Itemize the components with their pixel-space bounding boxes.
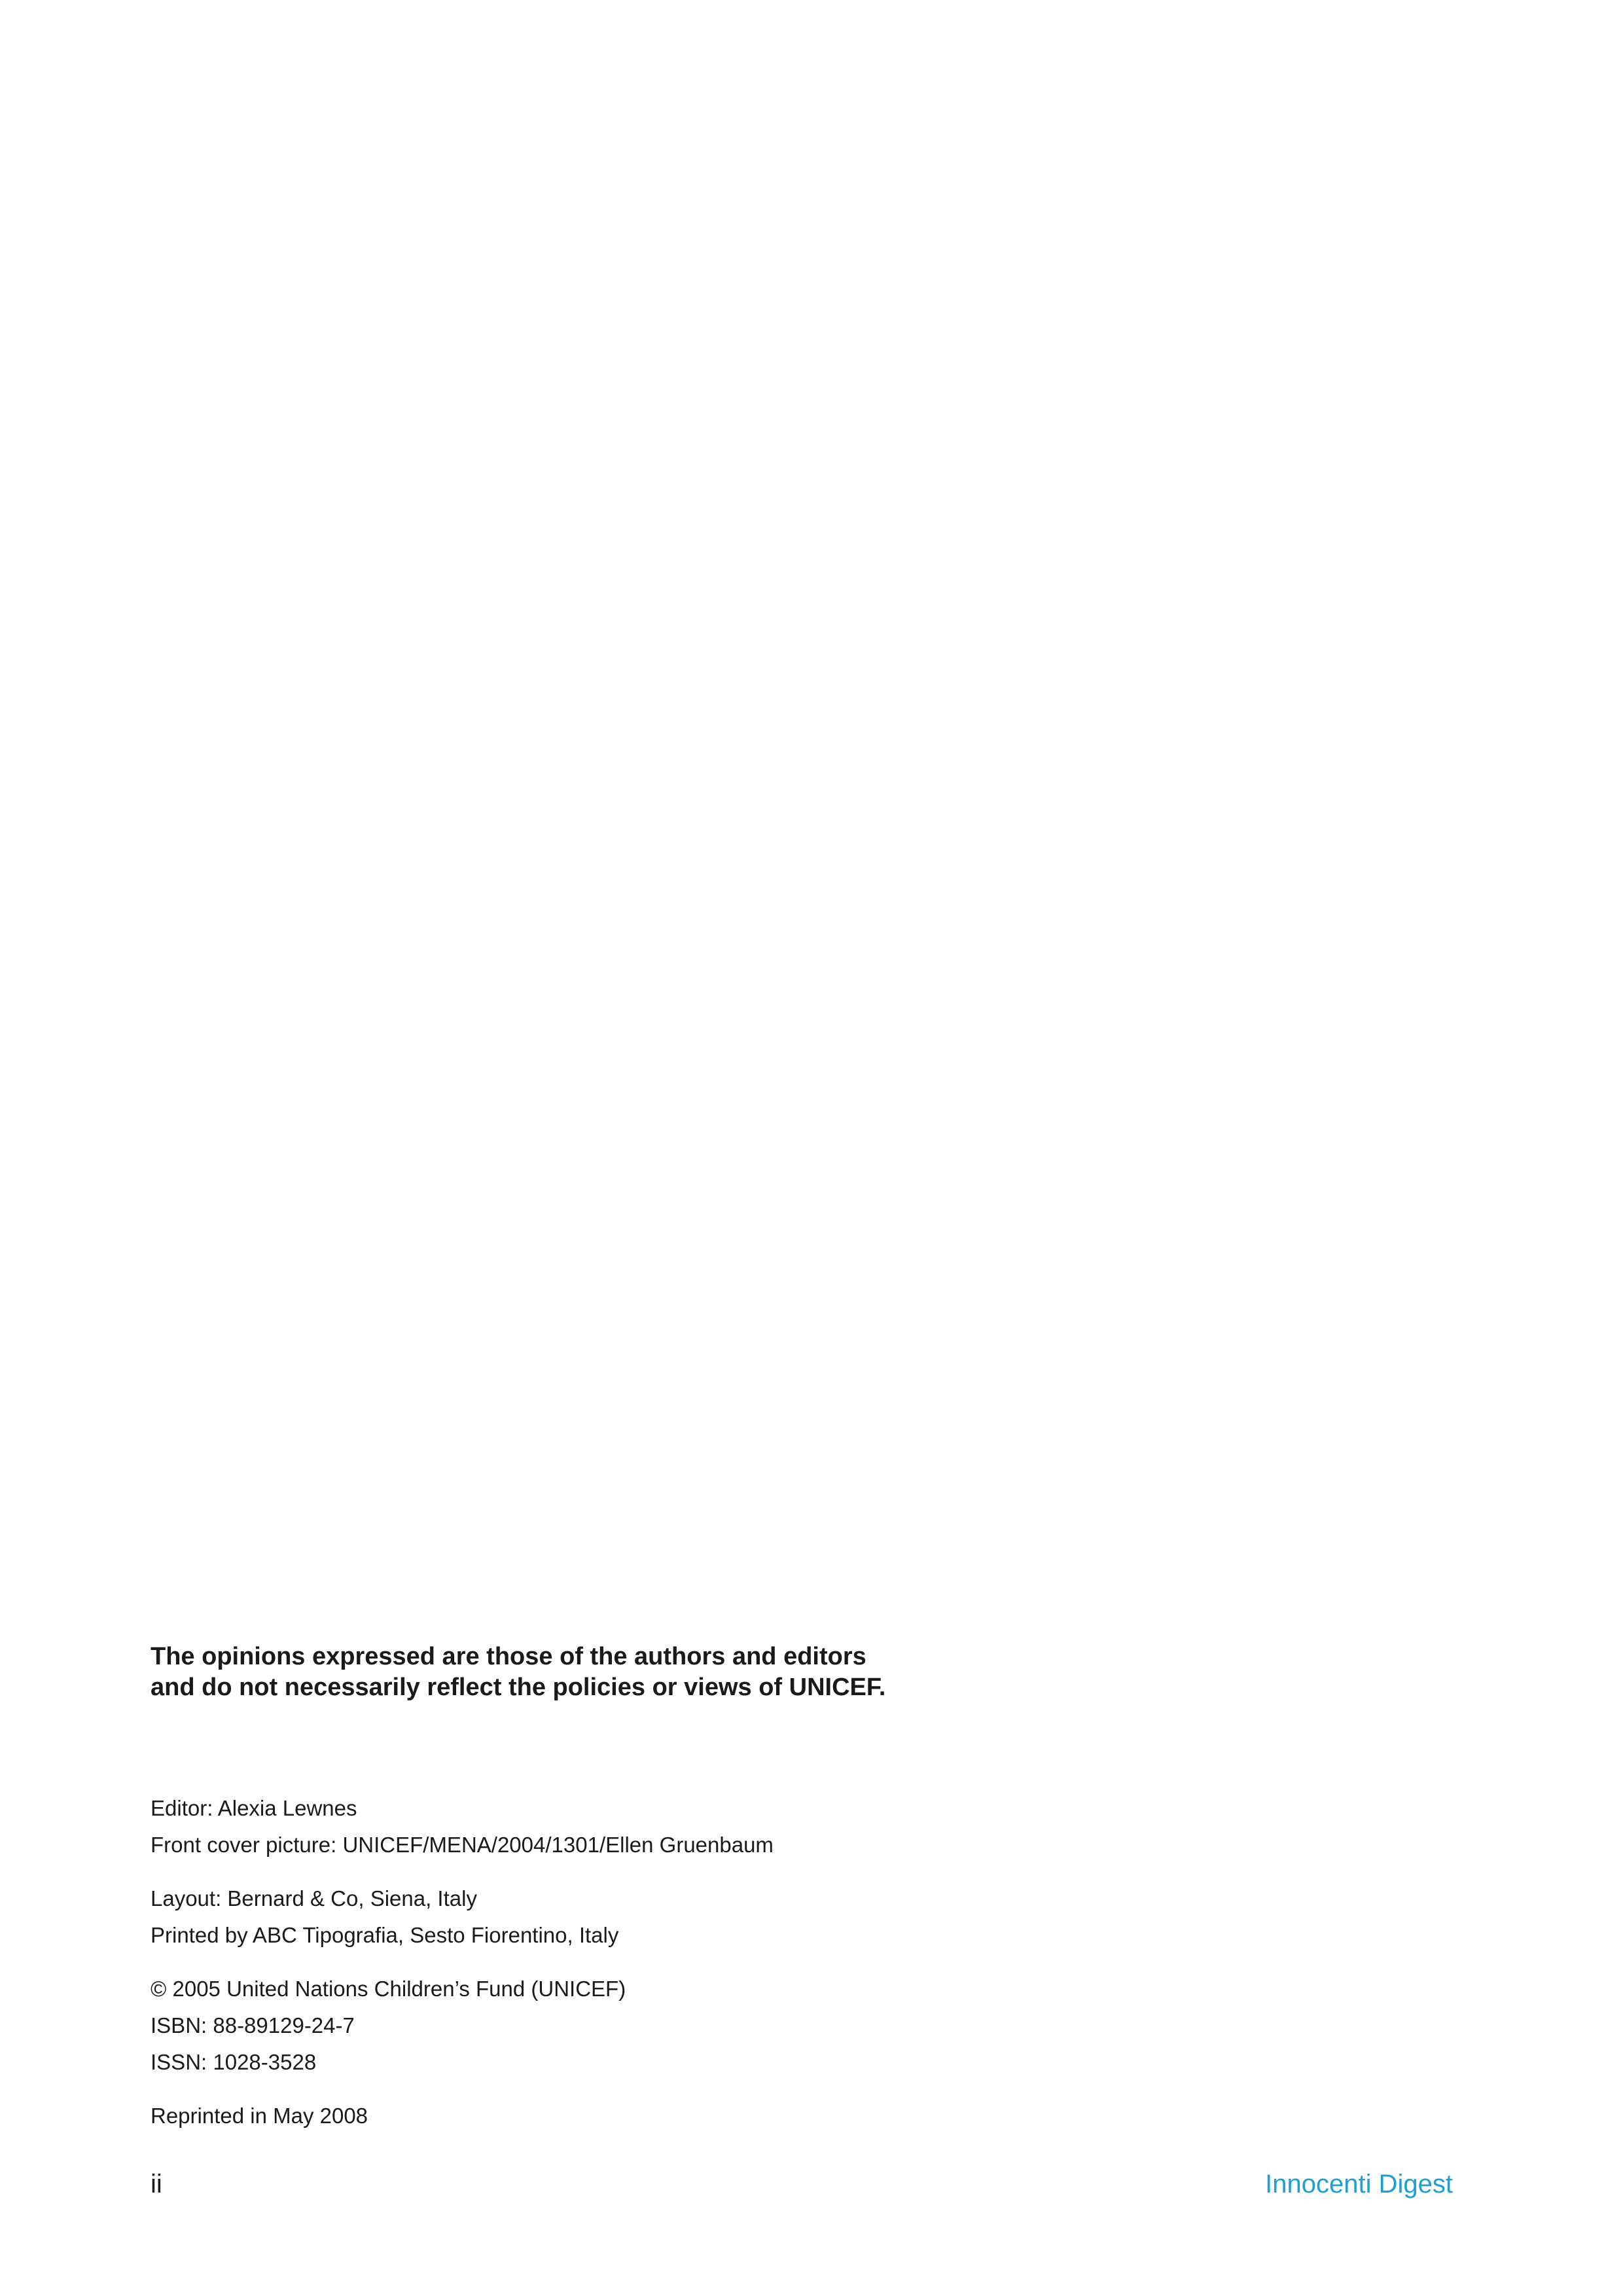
- reprint-note: Reprinted in May 2008: [151, 2104, 368, 2128]
- spacer: [151, 1954, 774, 1971]
- layout-credit: Layout: Bernard & Co, Siena, Italy: [151, 1886, 477, 1910]
- disclaimer-line-2: and do not necessarily reflect the policies or views of UNICEF.: [151, 1674, 886, 1701]
- spacer: [151, 2081, 774, 2098]
- disclaimer: [151, 1641, 936, 1703]
- editor-credit: Editor: Alexia Lewnes: [151, 1796, 357, 1820]
- cover-picture-credit: Front cover picture: UNICEF/MENA/2004/1301/Ellen Gruenbaum: [151, 1833, 774, 1857]
- publication-title: Innocenti Digest: [1265, 2170, 1453, 2198]
- printer-credit: Printed by ABC Tipografia, Sesto Fiorentino, Italy: [151, 1923, 619, 1947]
- issn: ISSN: 1028-3528: [151, 2050, 317, 2074]
- page-number: ii: [151, 2170, 162, 2198]
- disclaimer-line-1: The opinions expressed are those of the authors and editors: [151, 1643, 866, 1670]
- copyright-notice: © 2005 United Nations Children’s Fund (UNICEF): [151, 1977, 626, 2001]
- spacer: [151, 1863, 774, 1880]
- isbn: ISBN: 88-89129-24-7: [151, 2013, 355, 2037]
- credits-block: [151, 1790, 774, 2134]
